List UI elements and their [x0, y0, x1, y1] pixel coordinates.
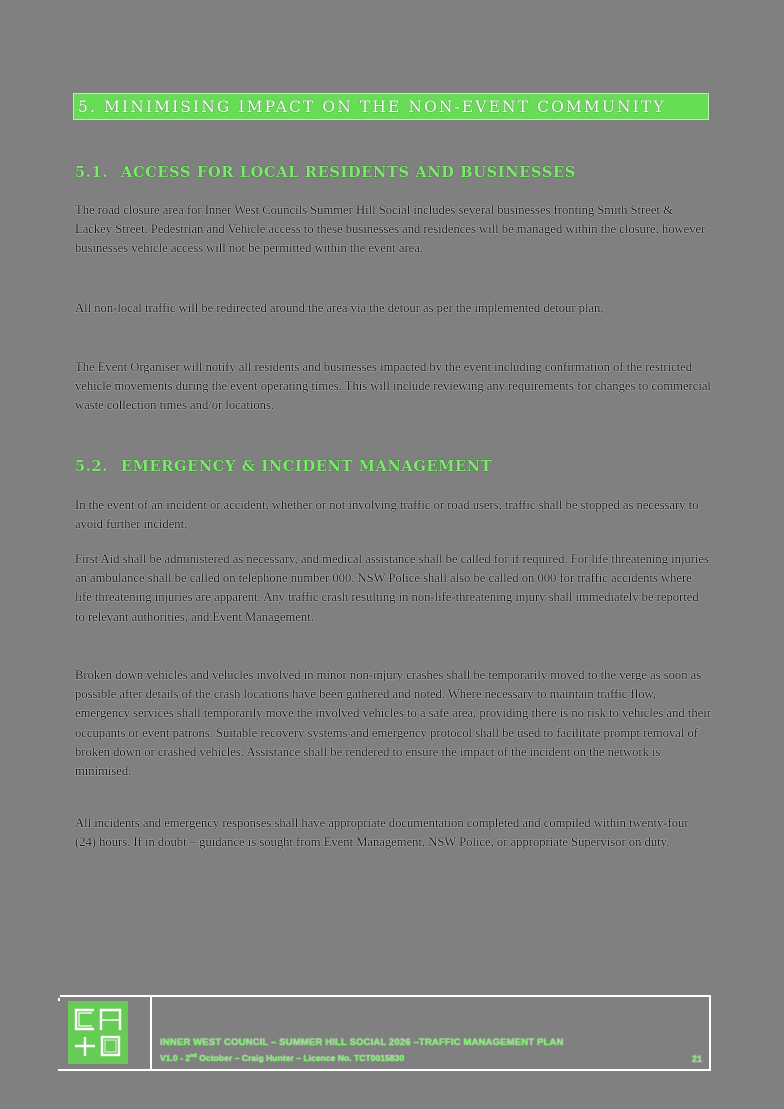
paragraph-first-aid: First Aid shall be administered as necessary, and medical assistance shall be called for if required. For life threatening injuries an ambulance shall be called on telephone number 000. NSW Police shall also be called on 000 for traffic accidents where life threatening injuries are apparent. Any traffic crash resulting in non-life-threatening injury shall immediately be reported to relevant authorities, and Event Management.	[75, 552, 709, 624]
ctc-logo-icon	[68, 1001, 128, 1064]
footer-top-rule	[60, 995, 710, 997]
subsection-title: ACCESS FOR LOCAL RESIDENTS AND BUSINESSES	[121, 164, 576, 181]
section-title: 5. MINIMISING IMPACT ON THE NON-EVENT COMMUNITY	[78, 97, 666, 116]
footer-bottom-rule	[58, 1069, 710, 1071]
subsection-heading-access	[75, 164, 576, 181]
page-number: 21	[692, 1054, 703, 1064]
subsection-number: 5.2.	[75, 458, 109, 475]
footer-date-suffix: nd	[190, 1053, 197, 1059]
paragraph-non-local-traffic: All non-local traffic will be redirected around the area via the detour as per the implemented detour plan.	[75, 301, 604, 315]
paragraph-notification: The Event Organiser will notify all residents and businesses impacted by the event including confirmation of the restricted vehicle movements during the event operating times. This will include reviewing any requirements for changes to commercial waste collection times and/or locations.	[75, 360, 711, 413]
footer-divider	[150, 997, 152, 1071]
subsection-title: EMERGENCY & INCIDENT MANAGEMENT	[121, 458, 493, 475]
subsection-heading-emergency	[75, 458, 492, 475]
footer-version-info	[160, 1053, 404, 1063]
footer-document-title: INNER WEST COUNCIL – SUMMER HILL SOCIAL 2026 –TRAFFIC MANAGEMENT PLAN	[160, 1037, 564, 1048]
section-heading-bar	[73, 93, 709, 120]
paragraph-road-closure: The road closure area for Inner West Councils Summer Hill Social includes several businesses fronting Smith Street & Lackey Street. Pedestrian and Vehicle access to these businesses and residences will be managed within the closure, however businesses vehicle access will not be permitted within the event area.	[75, 203, 706, 256]
paragraph-documentation: All incidents and emergency responses shall have appropriate documentation completed and compiled within twenty-four (24) hours. If in doubt – guidance is sought from Event Management, NSW Police, or appropriate Supervisor on duty.	[75, 816, 689, 850]
footer-rule-stub	[58, 998, 60, 1001]
subsection-number: 5.1.	[75, 164, 109, 181]
footer-version: V1.0 - 2	[160, 1053, 191, 1063]
paragraph-incident: In the event of an incident or accident, whether or not involving traffic or road users, traffic shall be stopped as necessary to avoid further incident.	[75, 498, 699, 532]
footer-right-rule	[709, 995, 711, 1071]
paragraph-broken-down-vehicles: Broken down vehicles and vehicles involved in minor non-injury crashes shall be temporarily moved to the verge as soon as possible after details of the crash locations have been gathered and noted. Where necessary to maintain traffic flow, emergency services shall temporarily move the involved vehicles to a safe area, providing there is no risk to vehicles and their occupants or event patrons. Suitable recovery systems and emergency protocol shall be used to facilitate prompt removal of broken down or crashed vehicles. Assistance shall be rendered to ensure the impact of the incident on the network is minimised.	[75, 668, 711, 779]
footer-author-licence: October – Craig Hunter – Licence No. TCT0015830	[196, 1053, 405, 1063]
